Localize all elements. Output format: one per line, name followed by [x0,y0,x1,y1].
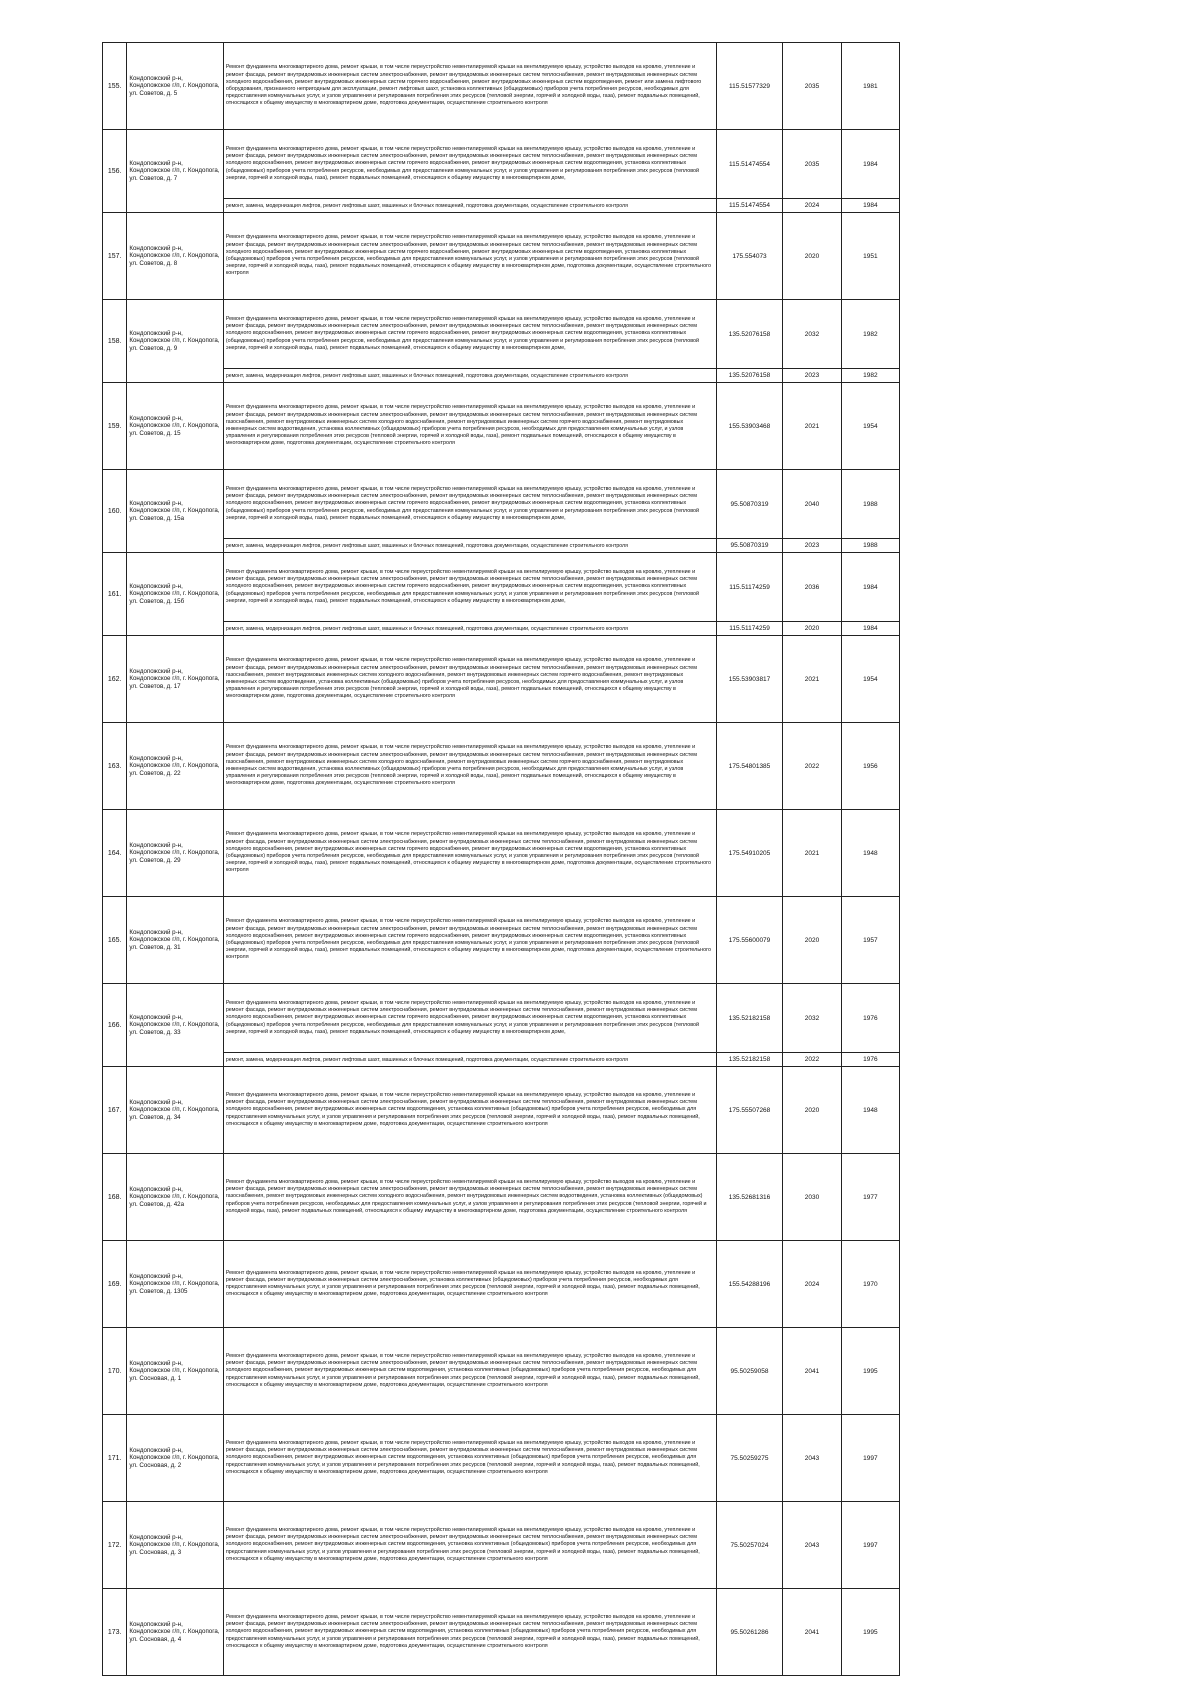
planned-year-cell [783,553,841,622]
address-cell-text: Кондопожский р-н, Кондопожское г/п, г. Кондопога, ул. Сосновая, д. 2 [129,1447,220,1469]
works-cell-text: Ремонт фундамента многоквартирного дома, ремонт крыши, в том числе переустройство невентилируемой крыши на вентилируемую крышу, устройство выходов на кровлю, утепление и ремонт фасада, ремонт внутридомовых инженерных систем электроснабжения, ремонт внутридомовых инженерных систем теплоснабжения, ремонт внутридомовых инженерных систем холодного водоснабжения, ремонт внутридомовых инженерных систем водоотведения, установка коллективных (общедомовых) приборов учета потребления ресурсов, необходимых для предоставления коммунальных услуг, и узлов управления и регулирования потребления этих ресурсов (тепловой энергии, горячей и холодной воды, газа), ремонт подвальных помещений, относящихся к общему имуществу в многоквартирном доме, подготовка документации, осуществление строительного контроля [225,1613,700,1649]
works-cell [223,1053,716,1067]
planned-year-cell-text: 2035 [804,160,820,168]
row-number-cell-text: 171. [107,1454,122,1462]
planned-year-cell-text: 2043 [804,1541,820,1549]
works-cell [223,199,716,213]
built-year-cell [841,636,899,723]
built-year-cell-text: 1988 [863,500,878,508]
cost-cell [716,553,783,622]
built-year-cell-text: 1956 [863,762,878,770]
planned-year-cell [783,1154,841,1241]
address-cell [127,1241,223,1328]
works-cell-text: Ремонт фундамента многоквартирного дома, ремонт крыши, в том числе переустройство невентилируемой крыши на вентилируемую крышу, устройство выходов на кровлю, утепление и ремонт фасада, ремонт внутридомовых инженерных систем электроснабжения, ремонт внутридомовых инженерных систем теплоснабжения, ремонт внутридомовых инженерных систем газоснабжения, ремонт внутридомовых инженерных систем холодного водоснабжения, ремонт внутридомовых инженерных систем горячего водоснабжения, ремонт внутридомовых инженерных систем водоотведения, установка коллективных (общедомовых) приборов учета потребления ресурсов, необходимых для предоставления коммунальных услуг, и узлов управления и регулирования потребления этих ресурсов (тепловой энергии, горячей и холодной воды, газа), ремонт подвальных помещений, относящихся к общему имуществу в многоквартирном доме, подготовка документации, осуществление строительного контроля [225,657,697,700]
planned-year-cell [783,1053,841,1067]
address-cell-text: Кондопожский р-н, Кондопожское г/п, г. Кондопога, ул. Советов, д. 15а [129,500,220,522]
row-number-cell [103,984,127,1067]
table-row [103,213,900,300]
cost-cell-text: 75.50257024 [730,1541,769,1549]
cost-cell-text: 135.52076158 [728,372,771,379]
cost-cell [716,723,783,810]
built-year-cell [841,622,899,636]
planned-year-cell [783,300,841,369]
cost-cell [716,1154,783,1241]
built-year-cell [841,539,899,553]
planned-year-cell-text: 2021 [804,675,820,683]
planned-year-cell-text: 2024 [804,202,820,209]
works-cell-text: ремонт, замена, модернизация лифтов, ремонт лифтовых шахт, машинных и блочных помещений, подготовка документации, осуществление строительного контроля [225,542,628,549]
built-year-cell-text: 1984 [863,160,878,168]
works-cell [223,369,716,383]
cost-cell [716,1415,783,1502]
planned-year-cell [783,636,841,723]
address-cell [127,383,223,470]
built-year-cell-text: 1957 [863,936,878,944]
row-number-cell-text: 155. [107,82,122,90]
row-number-cell-text: 164. [107,849,122,857]
cost-cell-text: 95.50259058 [730,1367,769,1375]
row-number-cell [103,1067,127,1154]
built-year-cell-text: 1982 [863,372,878,379]
table-row [103,470,900,539]
built-year-cell-text: 1951 [863,252,878,260]
row-number-cell-text: 169. [107,1280,122,1288]
planned-year-cell [783,539,841,553]
address-cell [127,723,223,810]
built-year-cell [841,213,899,300]
built-year-cell [841,199,899,213]
built-year-cell [841,1053,899,1067]
works-cell [223,213,716,300]
planned-year-cell-text: 2022 [804,1056,820,1063]
planned-year-cell [783,199,841,213]
built-year-cell [841,810,899,897]
address-cell [127,1415,223,1502]
cost-cell-text: 115.51474554 [728,160,771,168]
works-cell [223,897,716,984]
works-cell [223,383,716,470]
cost-cell [716,300,783,369]
row-number-cell [103,1589,127,1676]
table-row [103,43,900,130]
cost-cell-text: 155.53903817 [728,675,771,683]
built-year-cell-text: 1970 [863,1280,878,1288]
cost-cell-text: 95.50870319 [730,500,769,508]
planned-year-cell-text: 2032 [804,330,820,338]
built-year-cell-text: 1984 [863,583,878,591]
cost-cell [716,539,783,553]
built-year-cell-text: 1976 [863,1056,878,1063]
built-year-cell-text: 1995 [863,1628,878,1636]
built-year-cell [841,1502,899,1589]
planned-year-cell [783,43,841,130]
built-year-cell [841,1415,899,1502]
works-cell-text: ремонт, замена, модернизация лифтов, ремонт лифтовых шахт, машинных и блочных помещений, подготовка документации, осуществление строительного контроля [225,1056,628,1063]
row-number-cell-text: 158. [107,337,122,345]
row-number-cell [103,383,127,470]
table-row [103,636,900,723]
planned-year-cell [783,369,841,383]
cost-cell-text: 175.55600079 [728,936,771,944]
works-cell-text: Ремонт фундамента многоквартирного дома, ремонт крыши, в том числе переустройство невентилируемой крыши на вентилируемую крышу, устройство выходов на кровлю, утепление и ремонт фасада, ремонт внутридомовых инженерных систем электроснабжения, ремонт внутридомовых инженерных систем теплоснабжения, ремонт внутридомовых инженерных систем холодного водоснабжения, ремонт внутридомовых инженерных систем водоотведения, установка коллективных (общедомовых) приборов учета потребления ресурсов, необходимых для предоставления коммунальных услуг, и узлов управления и регулирования потребления этих ресурсов (тепловой энергии, горячей и холодной воды, газа), ремонт подвальных помещений, относящихся к общему имуществу в многоквартирном доме, подготовка документации, осуществление строительного контроля [225,1526,700,1562]
cost-cell [716,43,783,130]
address-cell-text: Кондопожский р-н, Кондопожское г/п, г. Кондопога, ул. Советов, д. 7 [129,160,220,182]
works-cell-text: Ремонт фундамента многоквартирного дома, ремонт крыши, в том числе переустройство невентилируемой крыши на вентилируемую крышу, устройство выходов на кровлю, утепление и ремонт фасада, ремонт внутридомовых инженерных систем электроснабжения, ремонт внутридомовых инженерных систем теплоснабжения, ремонт внутридомовых инженерных систем холодного водоснабжения, ремонт внутридомовых инженерных систем горячего водоснабжения, ремонт внутридомовых инженерных систем водоотведения, установка коллективных (общедомовых) приборов учета потребления ресурсов, необходимых для предоставления коммунальных услуг, и узлов управления и регулирования потребления этих ресурсов (тепловой энергии, горячей и холодной воды, газа), ремонт подвальных помещений, относящихся к общему имуществу в многоквартирном доме, [225,145,700,181]
planned-year-cell [783,1328,841,1415]
cost-cell-text: 175.54910205 [728,849,771,857]
works-cell [223,1415,716,1502]
address-cell-text: Кондопожский р-н, Кондопожское г/п, г. Кондопога, ул. Советов, д. 31 [129,929,220,951]
planned-year-cell-text: 2035 [804,82,820,90]
row-number-cell-text: 168. [107,1193,122,1201]
row-number-cell-text: 173. [107,1628,122,1636]
planned-year-cell [783,383,841,470]
table-row [103,383,900,470]
row-number-cell-text: 161. [107,590,122,598]
built-year-cell [841,1067,899,1154]
cost-cell-text: 135.52182158 [728,1014,771,1022]
cost-cell-text: 175.55507268 [728,1106,771,1114]
cost-cell [716,1067,783,1154]
row-number-cell [103,1502,127,1589]
built-year-cell-text: 1981 [863,82,878,90]
table-row [103,897,900,984]
table-row [103,1154,900,1241]
address-cell-text: Кондопожский р-н, Кондопожское г/п, г. Кондопога, ул. Советов, д. 8 [129,245,220,267]
row-number-cell-text: 159. [107,422,122,430]
cost-cell-text: 135.52076158 [728,330,771,338]
planned-year-cell [783,1502,841,1589]
row-number-cell-text: 163. [107,762,122,770]
works-cell [223,1241,716,1328]
planned-year-cell [783,130,841,199]
built-year-cell [841,1241,899,1328]
address-cell-text: Кондопожский р-н, Кондопожское г/п, г. Кондопога, ул. Советов, д. 17 [129,668,220,690]
table-row [103,1589,900,1676]
row-number-cell [103,1241,127,1328]
built-year-cell-text: 1954 [863,675,878,683]
row-number-cell [103,1154,127,1241]
planned-year-cell-text: 2036 [804,583,820,591]
cost-cell-text: 115.51174259 [729,625,770,632]
works-cell-text: Ремонт фундамента многоквартирного дома, ремонт крыши, в том числе переустройство невентилируемой крыши на вентилируемую крышу, устройство выходов на кровлю, утепление и ремонт фасада, ремонт внутридомовых инженерных систем электроснабжения, ремонт внутридомовых инженерных систем теплоснабжения, ремонт внутридомовых инженерных систем холодного водоснабжения, ремонт внутридомовых инженерных систем горячего водоснабжения, ремонт внутридомовых инженерных систем водоотведения, ремонт или замена лифтового оборудования, признанного непригодным для эксплуатации, ремонт лифтовых шахт, установка коллективных (общедомовых) приборов учета потребления ресурсов, необходимых для предоставления коммунальных услуг, и узлов управления и регулирования потребления этих ресурсов (тепловой энергии, горячей и холодной воды, газа), ремонт подвальных помещений, относящихся к общему имуществу в многоквартирном доме, подготовка документации, осуществление строительного контроля [225,64,702,107]
table-row [103,810,900,897]
built-year-cell-text: 1982 [863,330,878,338]
works-cell-text: ремонт, замена, модернизация лифтов, ремонт лифтовых шахт, машинных и блочных помещений, подготовка документации, осуществление строительного контроля [225,625,628,632]
address-cell [127,897,223,984]
cost-cell [716,470,783,539]
address-cell-text: Кондопожский р-н, Кондопожское г/п, г. Кондопога, ул. Советов, д. 9 [129,330,220,352]
built-year-cell-text: 1984 [863,625,878,632]
planned-year-cell-text: 2030 [804,1193,820,1201]
row-number-cell [103,213,127,300]
planned-year-cell [783,984,841,1053]
works-cell-text: ремонт, замена, модернизация лифтов, ремонт лифтовых шахт, машинных и блочных помещений, подготовка документации, осуществление строительного контроля [225,372,628,379]
cost-cell-text: 135.52681316 [728,1193,771,1201]
row-number-cell [103,810,127,897]
planned-year-cell [783,1241,841,1328]
address-cell-text: Кондопожский р-н, Кондопожское г/п, г. Кондопога, ул. Советов, д. 42а [129,1186,220,1208]
built-year-cell [841,1328,899,1415]
cost-cell-text: 95.50870319 [730,542,769,549]
address-cell [127,810,223,897]
cost-cell [716,130,783,199]
works-cell-text: ремонт, замена, модернизация лифтов, ремонт лифтовых шахт, машинных и блочных помещений, подготовка документации, осуществление строительного контроля [225,202,628,209]
table-row [103,300,900,369]
row-number-cell-text: 167. [107,1106,122,1114]
cost-cell-text: 135.52182158 [728,1056,771,1063]
works-cell [223,1154,716,1241]
row-number-cell [103,43,127,130]
works-cell [223,622,716,636]
built-year-cell-text: 1984 [863,202,878,209]
table-row [103,1067,900,1154]
works-cell-text: Ремонт фундамента многоквартирного дома, ремонт крыши, в том числе переустройство невентилируемой крыши на вентилируемую крышу, устройство выходов на кровлю, утепление и ремонт фасада, ремонт внутридомовых инженерных систем электроснабжения, установка коллективных (общедомовых) приборов учета потребления ресурсов, необходимых для предоставления коммунальных услуг, и узлов управления и регулирования потребления этих ресурсов (тепловой энергии, горячей и холодной воды, газа), ремонт подвальных помещений, относящихся к общему имуществу в многоквартирном доме, подготовка документации, осуществление строительного контроля [225,1269,700,1298]
works-cell [223,43,716,130]
planned-year-cell-text: 2041 [804,1367,820,1375]
planned-year-cell-text: 2022 [804,762,820,770]
planned-year-cell [783,1415,841,1502]
works-cell-text: Ремонт фундамента многоквартирного дома, ремонт крыши, в том числе переустройство невентилируемой крыши на вентилируемую крышу, устройство выходов на кровлю, утепление и ремонт фасада, ремонт внутридомовых инженерных систем электроснабжения, ремонт внутридомовых инженерных систем теплоснабжения, ремонт внутридомовых инженерных систем газоснабжения, ремонт внутридомовых инженерных систем холодного водоснабжения, ремонт внутридомовых инженерных систем водоотведения, установка коллективных (общедомовых) приборов учета потребления ресурсов, необходимых для предоставления коммунальных услуг, и узлов управления и регулирования потребления этих ресурсов (тепловой энергии, горячей и холодной воды, газа), ремонт подвальных помещений, относящихся к общему имуществу в многоквартирном доме, подготовка документации, осуществление строительного контроля [225,1178,707,1214]
cost-cell [716,897,783,984]
cost-cell [716,984,783,1053]
address-cell [127,1154,223,1241]
planned-year-cell [783,723,841,810]
planned-year-cell-text: 2020 [804,252,820,260]
works-cell [223,1067,716,1154]
works-cell-text: Ремонт фундамента многоквартирного дома, ремонт крыши, в том числе переустройство невентилируемой крыши на вентилируемую крышу, устройство выходов на кровлю, утепление и ремонт фасада, ремонт внутридомовых инженерных систем электроснабжения, ремонт внутридомовых инженерных систем теплоснабжения, ремонт внутридомовых инженерных систем холодного водоснабжения, ремонт внутридомовых инженерных систем водоотведения, установка коллективных (общедомовых) приборов учета потребления ресурсов, необходимых для предоставления коммунальных услуг, и узлов управления и регулирования потребления этих ресурсов (тепловой энергии, горячей и холодной воды, газа), ремонт подвальных помещений, относящихся к общему имуществу в многоквартирном доме, подготовка документации, осуществление строительного контроля [225,1439,700,1475]
built-year-cell [841,130,899,199]
row-number-cell [103,300,127,383]
cost-cell-text: 175.54801385 [728,762,771,770]
planned-year-cell [783,897,841,984]
address-cell-text: Кондопожский р-н, Кондопожское г/п, г. Кондопога, ул. Сосновая, д. 4 [129,1621,220,1643]
address-cell [127,553,223,636]
built-year-cell-text: 1976 [863,1014,878,1022]
row-number-cell-text: 166. [107,1021,122,1029]
planned-year-cell [783,1067,841,1154]
row-number-cell [103,553,127,636]
cost-cell [716,1328,783,1415]
row-number-cell [103,636,127,723]
planned-year-cell [783,622,841,636]
table-row [103,1241,900,1328]
works-cell-text: Ремонт фундамента многоквартирного дома, ремонт крыши, в том числе переустройство невентилируемой крыши на вентилируемую крышу, устройство выходов на кровлю, утепление и ремонт фасада, ремонт внутридомовых инженерных систем электроснабжения, ремонт внутридомовых инженерных систем теплоснабжения, ремонт внутридомовых инженерных систем газоснабжения, ремонт внутридомовых инженерных систем холодного водоснабжения, ремонт внутридомовых инженерных систем горячего водоснабжения, ремонт внутридомовых инженерных систем водоотведения, установка коллективных (общедомовых) приборов учета потребления ресурсов, необходимых для предоставления коммунальных услуг, и узлов управления и регулирования потребления этих ресурсов (тепловой энергии, горячей и холодной воды, газа), ремонт подвальных помещений, относящихся к общему имуществу в многоквартирном доме, подготовка документации, осуществление строительного контроля [225,744,697,787]
planned-year-cell-text: 2021 [804,849,820,857]
repair-program-table [102,42,900,1676]
built-year-cell-text: 1997 [863,1541,878,1549]
works-cell-text: Ремонт фундамента многоквартирного дома, ремонт крыши, в том числе переустройство невентилируемой крыши на вентилируемую крышу, устройство выходов на кровлю, утепление и ремонт фасада, ремонт внутридомовых инженерных систем электроснабжения, ремонт внутридомовых инженерных систем теплоснабжения, ремонт внутридомовых инженерных систем холодного водоснабжения, ремонт внутридомовых инженерных систем горячего водоснабжения, ремонт внутридомовых инженерных систем водоотведения, установка коллективных (общедомовых) приборов учета потребления ресурсов, необходимых для предоставления коммунальных услуг, и узлов управления и регулирования потребления этих ресурсов (тепловой энергии, горячей и холодной воды, газа), ремонт подвальных помещений, относящихся к общему имуществу в многоквартирном доме, подготовка документации, осуществление строительного контроля [225,918,711,961]
address-cell-text: Кондопожский р-н, Кондопожское г/п, г. Кондопога, ул. Советов, д. 22 [129,755,220,777]
works-cell-text: Ремонт фундамента многоквартирного дома, ремонт крыши, в том числе переустройство невентилируемой крыши на вентилируемую крышу, устройство выходов на кровлю, утепление и ремонт фасада, ремонт внутридомовых инженерных систем электроснабжения, ремонт внутридомовых инженерных систем теплоснабжения, ремонт внутридомовых инженерных систем холодного водоснабжения, ремонт внутридомовых инженерных систем горячего водоснабжения, ремонт внутридомовых инженерных систем водоотведения, установка коллективных (общедомовых) приборов учета потребления ресурсов, необходимых для предоставления коммунальных услуг, и узлов управления и регулирования потребления этих ресурсов (тепловой энергии, горячей и холодной воды, газа), ремонт подвальных помещений, относящихся к общему имуществу в многоквартирном доме, подготовка документации, осуществление строительного контроля [225,234,711,277]
planned-year-cell-text: 2024 [804,1280,820,1288]
table-row [103,130,900,199]
works-cell-text: Ремонт фундамента многоквартирного дома, ремонт крыши, в том числе переустройство невентилируемой крыши на вентилируемую крышу, устройство выходов на кровлю, утепление и ремонт фасада, ремонт внутридомовых инженерных систем электроснабжения, ремонт внутридомовых инженерных систем теплоснабжения, ремонт внутридомовых инженерных систем газоснабжения, ремонт внутридомовых инженерных систем холодного водоснабжения, ремонт внутридомовых инженерных систем горячего водоснабжения, ремонт внутридомовых инженерных систем водоотведения, установка коллективных (общедомовых) приборов учета потребления ресурсов, необходимых для предоставления коммунальных услуг, и узлов управления и регулирования потребления этих ресурсов (тепловой энергии, горячей и холодной воды, газа), ремонт подвальных помещений, относящихся к общему имуществу в многоквартирном доме, подготовка документации, осуществление строительного контроля [225,404,697,447]
planned-year-cell-text: 2023 [804,372,820,379]
table-row [103,553,900,622]
planned-year-cell-text: 2032 [804,1014,820,1022]
table-row [103,1328,900,1415]
works-cell [223,810,716,897]
address-cell [127,1067,223,1154]
cost-cell-text: 75.50259275 [730,1454,769,1462]
row-number-cell-text: 156. [107,167,122,175]
address-cell-text: Кондопожский р-н, Кондопожское г/п, г. Кондопога, ул. Сосновая, д. 3 [129,1534,220,1556]
built-year-cell [841,1154,899,1241]
planned-year-cell-text: 2021 [804,422,820,430]
works-cell [223,723,716,810]
cost-cell [716,213,783,300]
works-cell [223,984,716,1053]
built-year-cell [841,300,899,369]
built-year-cell-text: 1997 [863,1454,878,1462]
table-row [103,984,900,1053]
planned-year-cell-text: 2040 [804,500,820,508]
cost-cell [716,383,783,470]
works-cell [223,636,716,723]
works-cell-text: Ремонт фундамента многоквартирного дома, ремонт крыши, в том числе переустройство невентилируемой крыши на вентилируемую крышу, устройство выходов на кровлю, утепление и ремонт фасада, ремонт внутридомовых инженерных систем электроснабжения, ремонт внутридомовых инженерных систем теплоснабжения, ремонт внутридомовых инженерных систем холодного водоснабжения, ремонт внутридомовых инженерных систем горячего водоснабжения, ремонт внутридомовых инженерных систем водоотведения, установка коллективных (общедомовых) приборов учета потребления ресурсов, необходимых для предоставления коммунальных услуг, и узлов управления и регулирования потребления этих ресурсов (тепловой энергии, горячей и холодной воды, газа), ремонт подвальных помещений, относящихся к общему имуществу в многоквартирном доме, подготовка документации, осуществление строительного контроля [225,831,711,874]
planned-year-cell-text: 2020 [804,1106,820,1114]
address-cell-text: Кондопожский р-н, Кондопожское г/п, г. Кондопога, ул. Советов, д. 29 [129,842,220,864]
works-cell [223,1589,716,1676]
built-year-cell [841,470,899,539]
planned-year-cell [783,213,841,300]
cost-cell [716,636,783,723]
cost-cell [716,1241,783,1328]
row-number-cell [103,723,127,810]
table-row [103,1502,900,1589]
cost-cell [716,622,783,636]
planned-year-cell-text: 2043 [804,1454,820,1462]
planned-year-cell-text: 2020 [804,625,820,632]
row-number-cell [103,1415,127,1502]
address-cell-text: Кондопожский р-н, Кондопожское г/п, г. Кондопога, ул. Советов, д. 34 [129,1099,220,1121]
address-cell [127,984,223,1067]
cost-cell-text: 155.54288196 [728,1280,771,1288]
cost-cell-text: 115.51174259 [729,583,770,591]
cost-cell [716,810,783,897]
built-year-cell [841,369,899,383]
cost-cell-text: 175.554073 [732,252,767,260]
address-cell-text: Кондопожский р-н, Кондопожское г/п, г. Кондопога, ул. Советов, д. 15б [129,583,220,605]
cost-cell-text: 155.53903468 [728,422,771,430]
planned-year-cell-text: 2041 [804,1628,820,1636]
built-year-cell-text: 1995 [863,1367,878,1375]
address-cell [127,636,223,723]
cost-cell [716,1053,783,1067]
built-year-cell-text: 1954 [863,422,878,430]
address-cell-text: Кондопожский р-н, Кондопожское г/п, г. Кондопога, ул. Советов, д. 1305 [129,1273,220,1295]
works-cell [223,1328,716,1415]
cost-cell-text: 95.50261286 [730,1628,769,1636]
row-number-cell [103,130,127,213]
address-cell [127,1502,223,1589]
address-cell [127,1589,223,1676]
planned-year-cell [783,810,841,897]
row-number-cell-text: 162. [107,675,122,683]
table-body [103,43,900,1676]
cost-cell [716,1502,783,1589]
works-cell [223,553,716,622]
planned-year-cell [783,1589,841,1676]
table-row [103,723,900,810]
address-cell [127,300,223,383]
built-year-cell-text: 1948 [863,849,878,857]
cost-cell [716,369,783,383]
address-cell [127,213,223,300]
row-number-cell-text: 165. [107,936,122,944]
row-number-cell-text: 170. [107,1367,122,1375]
planned-year-cell [783,470,841,539]
built-year-cell [841,984,899,1053]
cost-cell-text: 115.51474554 [728,202,771,209]
built-year-cell [841,723,899,810]
address-cell [127,130,223,213]
works-cell-text: Ремонт фундамента многоквартирного дома, ремонт крыши, в том числе переустройство невентилируемой крыши на вентилируемую крышу, устройство выходов на кровлю, утепление и ремонт фасада, ремонт внутридомовых инженерных систем электроснабжения, ремонт внутридомовых инженерных систем теплоснабжения, ремонт внутридомовых инженерных систем холодного водоснабжения, ремонт внутридомовых инженерных систем горячего водоснабжения, ремонт внутридомовых инженерных систем водоотведения, установка коллективных (общедомовых) приборов учета потребления ресурсов, необходимых для предоставления коммунальных услуг, и узлов управления и регулирования потребления этих ресурсов (тепловой энергии, горячей и холодной воды, газа), ремонт подвальных помещений, относящихся к общему имуществу в многоквартирном доме, [225,315,700,351]
cost-cell-text: 115.51577329 [728,82,771,90]
built-year-cell-text: 1988 [863,542,878,549]
built-year-cell [841,553,899,622]
address-cell [127,1328,223,1415]
planned-year-cell-text: 2020 [804,936,820,944]
built-year-cell [841,1589,899,1676]
works-cell-text: Ремонт фундамента многоквартирного дома, ремонт крыши, в том числе переустройство невентилируемой крыши на вентилируемую крышу, устройство выходов на кровлю, утепление и ремонт фасада, ремонт внутридомовых инженерных систем электроснабжения, ремонт внутридомовых инженерных систем теплоснабжения, ремонт внутридомовых инженерных систем холодного водоснабжения, ремонт внутридомовых инженерных систем горячего водоснабжения, ремонт внутридомовых инженерных систем водоотведения, установка коллективных (общедомовых) приборов учета потребления ресурсов, необходимых для предоставления коммунальных услуг, и узлов управления и регулирования потребления этих ресурсов (тепловой энергии, горячей и холодной воды, газа), ремонт подвальных помещений, относящихся к общему имуществу в многоквартирном доме, [225,999,700,1035]
address-cell-text: Кондопожский р-н, Кондопожское г/п, г. Кондопога, ул. Советов, д. 5 [129,75,220,97]
works-cell [223,130,716,199]
works-cell-text: Ремонт фундамента многоквартирного дома, ремонт крыши, в том числе переустройство невентилируемой крыши на вентилируемую крышу, устройство выходов на кровлю, утепление и ремонт фасада, ремонт внутридомовых инженерных систем электроснабжения, ремонт внутридомовых инженерных систем теплоснабжения, ремонт внутридомовых инженерных систем холодного водоснабжения, ремонт внутридомовых инженерных систем водоотведения, установка коллективных (общедомовых) приборов учета потребления ресурсов, необходимых для предоставления коммунальных услуг, и узлов управления и регулирования потребления этих ресурсов (тепловой энергии, горячей и холодной воды, газа), ремонт подвальных помещений, относящихся к общему имуществу в многоквартирном доме, подготовка документации, осуществление строительного контроля [225,1352,700,1388]
built-year-cell-text: 1977 [863,1193,878,1201]
row-number-cell-text: 172. [107,1541,122,1549]
works-cell-text: Ремонт фундамента многоквартирного дома, ремонт крыши, в том числе переустройство невентилируемой крыши на вентилируемую крышу, устройство выходов на кровлю, утепление и ремонт фасада, ремонт внутридомовых инженерных систем электроснабжения, ремонт внутридомовых инженерных систем теплоснабжения, ремонт внутридомовых инженерных систем холодного водоснабжения, ремонт внутридомовых инженерных систем водоотведения, установка коллективных (общедомовых) приборов учета потребления ресурсов, необходимых для предоставления коммунальных услуг, и узлов управления и регулирования потребления этих ресурсов (тепловой энергии, горячей и холодной воды, газа), ремонт подвальных помещений, относящихся к общему имуществу в многоквартирном доме, подготовка документации, осуществление строительного контроля [225,1091,700,1127]
address-cell-text: Кондопожский р-н, Кондопожское г/п, г. Кондопога, ул. Сосновая, д. 1 [129,1360,220,1382]
table-row [103,1415,900,1502]
built-year-cell-text: 1948 [863,1106,878,1114]
row-number-cell [103,1328,127,1415]
cost-cell [716,1589,783,1676]
address-cell [127,470,223,553]
works-cell [223,300,716,369]
row-number-cell [103,897,127,984]
works-cell-text: Ремонт фундамента многоквартирного дома, ремонт крыши, в том числе переустройство невентилируемой крыши на вентилируемую крышу, устройство выходов на кровлю, утепление и ремонт фасада, ремонт внутридомовых инженерных систем электроснабжения, ремонт внутридомовых инженерных систем теплоснабжения, ремонт внутридомовых инженерных систем холодного водоснабжения, ремонт внутридомовых инженерных систем горячего водоснабжения, ремонт внутридомовых инженерных систем водоотведения, установка коллективных (общедомовых) приборов учета потребления ресурсов, необходимых для предоставления коммунальных услуг, и узлов управления и регулирования потребления этих ресурсов (тепловой энергии, горячей и холодной воды, газа), ремонт подвальных помещений, относящихся к общему имуществу в многоквартирном доме, [225,485,700,521]
row-number-cell-text: 157. [107,252,122,260]
works-cell [223,470,716,539]
works-cell [223,539,716,553]
cost-cell [716,199,783,213]
works-cell [223,1502,716,1589]
built-year-cell [841,383,899,470]
row-number-cell [103,470,127,553]
planned-year-cell-text: 2023 [804,542,820,549]
address-cell [127,43,223,130]
address-cell-text: Кондопожский р-н, Кондопожское г/п, г. Кондопога, ул. Советов, д. 15 [129,415,220,437]
works-cell-text: Ремонт фундамента многоквартирного дома, ремонт крыши, в том числе переустройство невентилируемой крыши на вентилируемую крышу, устройство выходов на кровлю, утепление и ремонт фасада, ремонт внутридомовых инженерных систем электроснабжения, ремонт внутридомовых инженерных систем теплоснабжения, ремонт внутридомовых инженерных систем холодного водоснабжения, ремонт внутридомовых инженерных систем горячего водоснабжения, ремонт внутридомовых инженерных систем водоотведения, установка коллективных (общедомовых) приборов учета потребления ресурсов, необходимых для предоставления коммунальных услуг, и узлов управления и регулирования потребления этих ресурсов (тепловой энергии, горячей и холодной воды, газа), ремонт подвальных помещений, относящихся к общему имуществу в многоквартирном доме, [225,568,700,604]
built-year-cell [841,43,899,130]
address-cell-text: Кондопожский р-н, Кондопожское г/п, г. Кондопога, ул. Советов, д. 33 [129,1014,220,1036]
row-number-cell-text: 160. [107,507,122,515]
built-year-cell [841,897,899,984]
